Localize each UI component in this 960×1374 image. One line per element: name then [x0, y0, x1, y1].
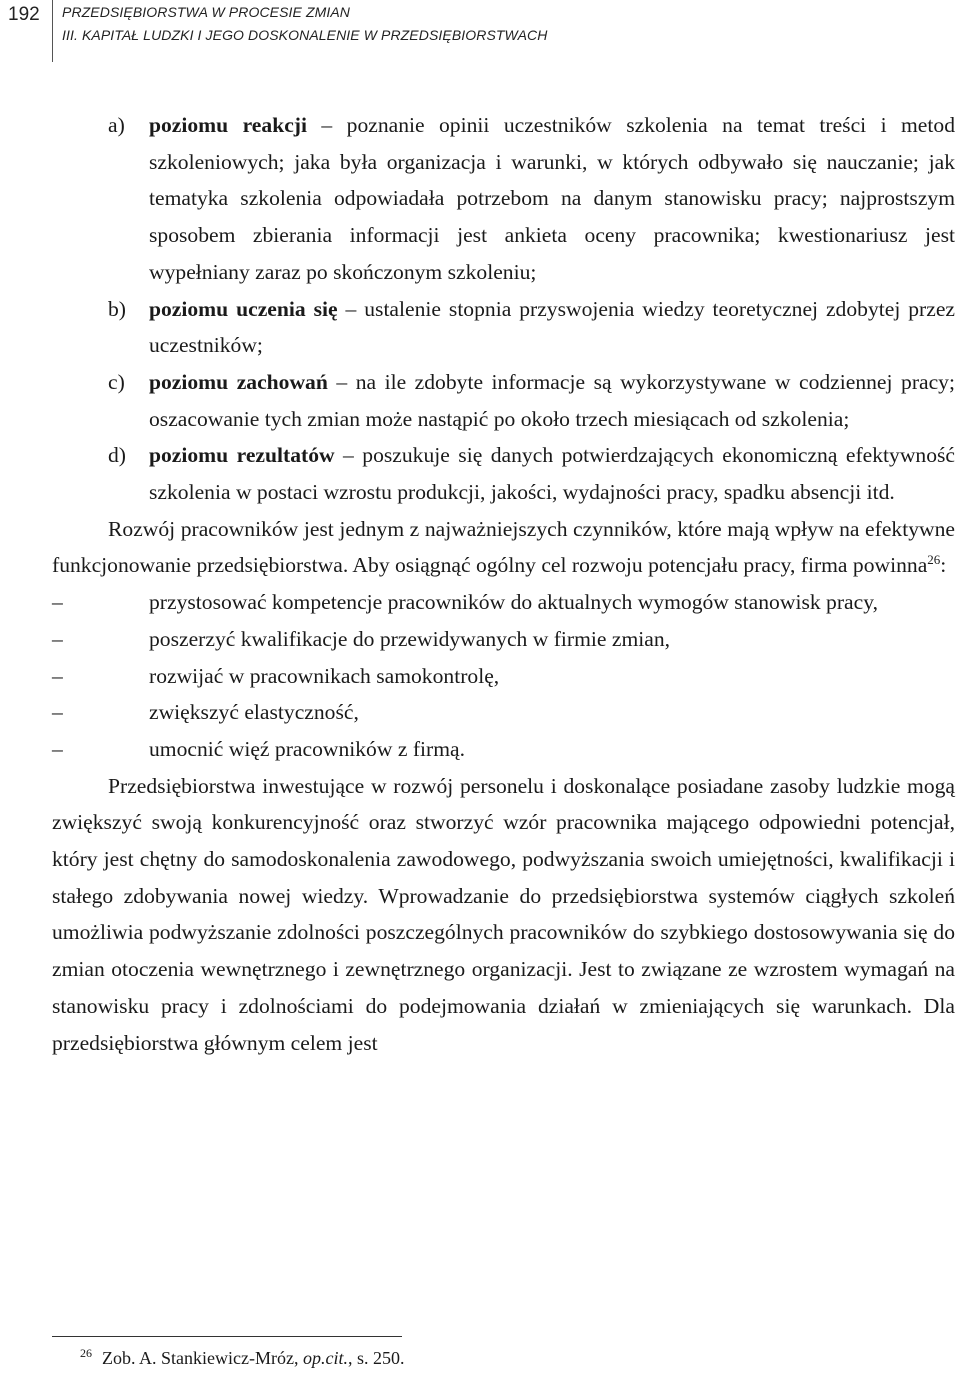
page-body — [52, 107, 955, 1061]
dash-item-text: poszerzyć kwalifikacje do przewidywanych w firmie zmian, — [149, 626, 671, 651]
dash-list-item — [52, 658, 955, 695]
page-number: 192 — [8, 4, 40, 25]
dash-marker: – — [52, 663, 63, 688]
dash-list-item — [52, 731, 955, 768]
dash-list-item — [52, 584, 955, 621]
list-item-text: – ustalenie stopnia przyswojenia wiedzy teoretycznej zdobytej przez uczestników; — [149, 296, 955, 358]
list-item-term: poziomu zachowań — [149, 369, 328, 394]
dash-list-item — [52, 694, 955, 731]
list-item-term: poziomu rezultatów — [149, 443, 335, 468]
header-divider — [52, 0, 53, 62]
list-marker: b) — [108, 296, 126, 321]
running-header — [0, 0, 960, 62]
list-item-term: poziomu uczenia się — [149, 296, 338, 321]
list-marker: c) — [108, 369, 125, 394]
dash-item-text: rozwijać w pracownikach samokontrolę, — [149, 663, 500, 688]
list-item-text: – na ile zdobyte informacje są wykorzystywane w codziennej pracy; oszacowanie tych zmian może nastąpić po około trzech miesiącach od szkolenia; — [149, 369, 955, 431]
list-item-term: poziomu reakcji — [149, 113, 307, 137]
footnote-reference[interactable]: 26 — [927, 552, 941, 568]
footnote — [80, 1346, 404, 1369]
paragraph-colon: : — [940, 553, 947, 578]
paragraph-text: Rozwój pracowników jest jednym z najważniejszych czynników, które mają wpływ na efektywne funkcjonowanie przedsiębiorstwa. Aby osiągnąć ogólny cel rozwoju potencjału pracy, firma powinna — [52, 516, 955, 578]
header-book-title: PRZEDSIĘBIORSTWA W PROCESIE ZMIAN — [62, 4, 350, 20]
footnote-italic: op.cit. — [302, 1348, 348, 1368]
dash-item-text: przystosować kompetencje pracowników do aktualnych wymogów stanowisk pracy, — [149, 590, 878, 615]
list-marker: d) — [108, 443, 126, 468]
list-marker: a) — [108, 113, 125, 137]
dash-marker: – — [52, 736, 63, 761]
dash-item-text: zwiększyć elastyczność, — [149, 700, 359, 725]
dash-marker: – — [52, 700, 63, 725]
dash-item-text: umocnić więź pracowników z firmą. — [149, 736, 465, 761]
list-item — [52, 107, 955, 291]
dash-marker: – — [52, 590, 63, 615]
list-item — [52, 437, 955, 510]
list-item-text: – poznanie opinii uczestników szkolenia na temat treści i metod szkoleniowych; jaka była organizacja i warunki, w których odbywało się nauczanie; jak tematyka szkolenia odpowiadała potrzebom na danym stanowisku pracy; najprostszym sposobem zbierania informacji jest ankieta oceny pracownika; kwestionariusz jest wypełniany zaraz po skończonym szkoleniu; — [149, 113, 955, 284]
footnote-text-end: , s. 250. — [347, 1348, 405, 1368]
body-paragraph — [52, 511, 955, 584]
list-item — [52, 291, 955, 364]
dash-marker: – — [52, 626, 63, 651]
list-item — [52, 364, 955, 437]
footnote-text: Zob. A. Stankiewicz-Mróz, — [102, 1348, 303, 1368]
body-paragraph: Przedsiębiorstwa inwestujące w rozwój personelu i doskonalące posiadane zasoby ludzkie mogą zwiększyć swoją konkurencyjność oraz stworzyć wzór pracownika mającego odpowiedni potencjał, który jest chętny do samodoskonalenia zawodowego, podwyższania swoich umiejętności, kwalifikacji i stałego zdobywania nowej wiedzy. Wprowadzanie do przedsiębiorstwa systemów ciągłych szkoleń umożliwia podwyższanie zdolności poszczególnych pracowników do szybkiego dostosowywania się do zmian otoczenia wewnętrznego i zewnętrznego organizacji. Jest to związane ze wzrostem wymagań na stanowisku pracy i zdolnościami do podejmowania działań w zmieniających się warunkach. Dla przedsiębiorstwa głównym celem jest — [52, 773, 955, 1055]
header-chapter-title: III. KAPITAŁ LUDZKI I JEGO DOSKONALENIE W PRZEDSIĘBIORSTWACH — [62, 27, 548, 43]
dash-list-item — [52, 621, 955, 658]
footnote-divider — [52, 1336, 402, 1337]
footnote-number: 26 — [80, 1346, 92, 1360]
list-item-text: – poszukuje się danych potwierdzających ekonomiczną efektywność szkolenia w postaci wzrostu produkcji, jakości, wydajności pracy, spadku absencji itd. — [149, 443, 955, 505]
